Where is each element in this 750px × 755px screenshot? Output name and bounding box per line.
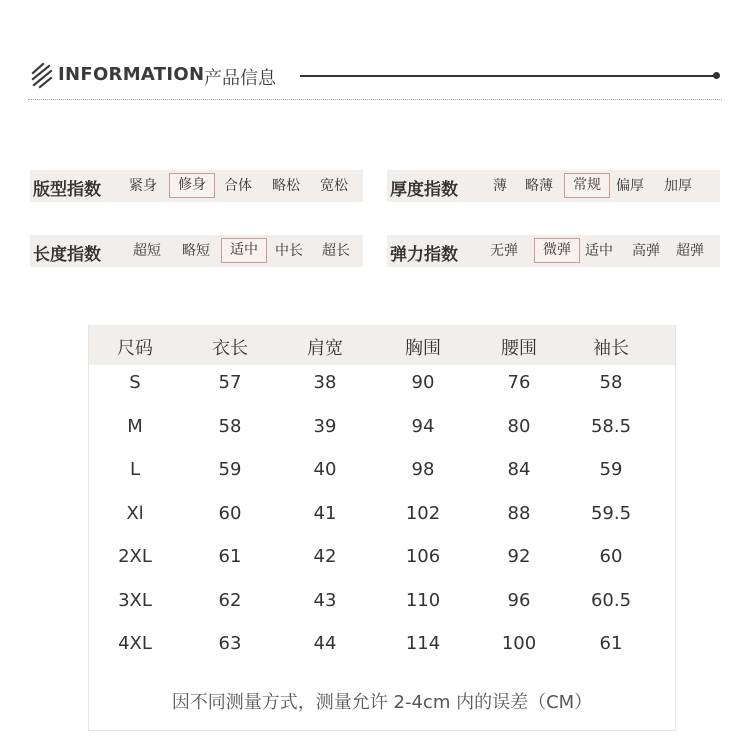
- index-option: 超弹: [676, 243, 704, 259]
- table-cell: 38: [313, 372, 337, 393]
- size-label: 4XL: [118, 633, 152, 654]
- table-cell: 60.5: [590, 589, 632, 611]
- table-cell: 60: [599, 546, 623, 567]
- table-cell: 88: [507, 502, 531, 524]
- size-label: M: [127, 415, 143, 437]
- information-title: INFORMATION: [58, 64, 205, 85]
- index-option-selected: 适中: [221, 238, 267, 263]
- index-option: 偏厚: [616, 178, 644, 194]
- table-cell: 43: [313, 589, 337, 611]
- table-cell: 61: [599, 633, 623, 654]
- table-cell: 41: [313, 502, 337, 524]
- index-label: 版型指数: [33, 180, 101, 200]
- header-divider: [28, 99, 722, 100]
- table-cell: 59: [599, 459, 623, 480]
- table-cell: 58: [218, 415, 242, 437]
- information-subtitle: 产品信息: [204, 68, 276, 89]
- index-option: 薄: [493, 178, 507, 194]
- size-chart: [88, 325, 676, 731]
- size-label: S: [129, 372, 141, 393]
- table-cell: 59.5: [590, 502, 632, 524]
- index-option: 中长: [275, 243, 303, 259]
- index-option: 加厚: [664, 178, 692, 194]
- table-cell: 110: [405, 589, 441, 611]
- table-cell: 102: [405, 502, 441, 524]
- table-cell: 98: [411, 459, 435, 480]
- column-header: 衣长: [212, 338, 248, 359]
- index-option: 略松: [272, 178, 300, 194]
- table-cell: 63: [218, 633, 242, 654]
- index-option: 超短: [133, 243, 161, 259]
- index-option: 略短: [182, 243, 210, 259]
- size-label: 3XL: [118, 589, 152, 611]
- table-cell: 62: [218, 589, 242, 611]
- index-option: 紧身: [129, 178, 157, 194]
- table-cell: 84: [507, 459, 531, 480]
- index-option: 无弹: [490, 243, 518, 259]
- index-option: 超长: [322, 243, 350, 259]
- table-cell: 39: [313, 415, 337, 437]
- table-cell: 94: [411, 415, 435, 437]
- index-option-selected: 微弹: [534, 238, 580, 263]
- size-label: L: [129, 459, 141, 480]
- table-cell: 90: [411, 372, 435, 393]
- table-cell: 114: [405, 633, 441, 654]
- index-row: [30, 170, 363, 202]
- measurement-note: 因不同测量方式，测量允许 2-4cm 内的误差（CM）: [171, 692, 593, 713]
- stripes-logo-icon: [30, 62, 54, 90]
- column-header: 腰围: [501, 338, 537, 359]
- table-cell: 76: [507, 372, 531, 393]
- section-header: [30, 60, 722, 92]
- index-row: [387, 170, 720, 202]
- size-label: Xl: [126, 502, 144, 524]
- table-cell: 96: [507, 589, 531, 611]
- table-cell: 42: [313, 546, 337, 567]
- index-label: 长度指数: [33, 245, 101, 265]
- header-rule-dot: [713, 72, 720, 79]
- index-row: [30, 235, 363, 267]
- size-chart-header: [89, 325, 675, 365]
- table-cell: 60: [218, 502, 242, 524]
- index-option-selected: 修身: [169, 173, 215, 198]
- column-header: 肩宽: [307, 338, 343, 359]
- size-label: 2XL: [118, 546, 152, 567]
- index-option: 合体: [224, 178, 252, 194]
- column-header: 胸围: [405, 338, 441, 359]
- table-cell: 58: [599, 372, 623, 393]
- table-cell: 80: [507, 415, 531, 437]
- table-cell: 58.5: [590, 415, 632, 437]
- table-cell: 40: [313, 459, 337, 480]
- column-header: 尺码: [117, 338, 153, 359]
- header-rule: [300, 75, 716, 77]
- index-option-selected: 常规: [564, 173, 610, 198]
- index-option: 高弹: [632, 243, 660, 259]
- table-cell: 106: [405, 546, 441, 567]
- index-option: 宽松: [320, 178, 348, 194]
- table-cell: 57: [218, 372, 242, 393]
- index-row: [387, 235, 720, 267]
- index-option: 略薄: [525, 178, 553, 194]
- table-cell: 61: [218, 546, 242, 567]
- table-cell: 100: [501, 633, 537, 654]
- index-label: 弹力指数: [390, 245, 458, 265]
- index-option: 适中: [585, 243, 613, 259]
- table-cell: 59: [218, 459, 242, 480]
- column-header: 袖长: [593, 338, 629, 359]
- table-cell: 92: [507, 546, 531, 567]
- table-cell: 44: [313, 633, 337, 654]
- index-label: 厚度指数: [390, 180, 458, 200]
